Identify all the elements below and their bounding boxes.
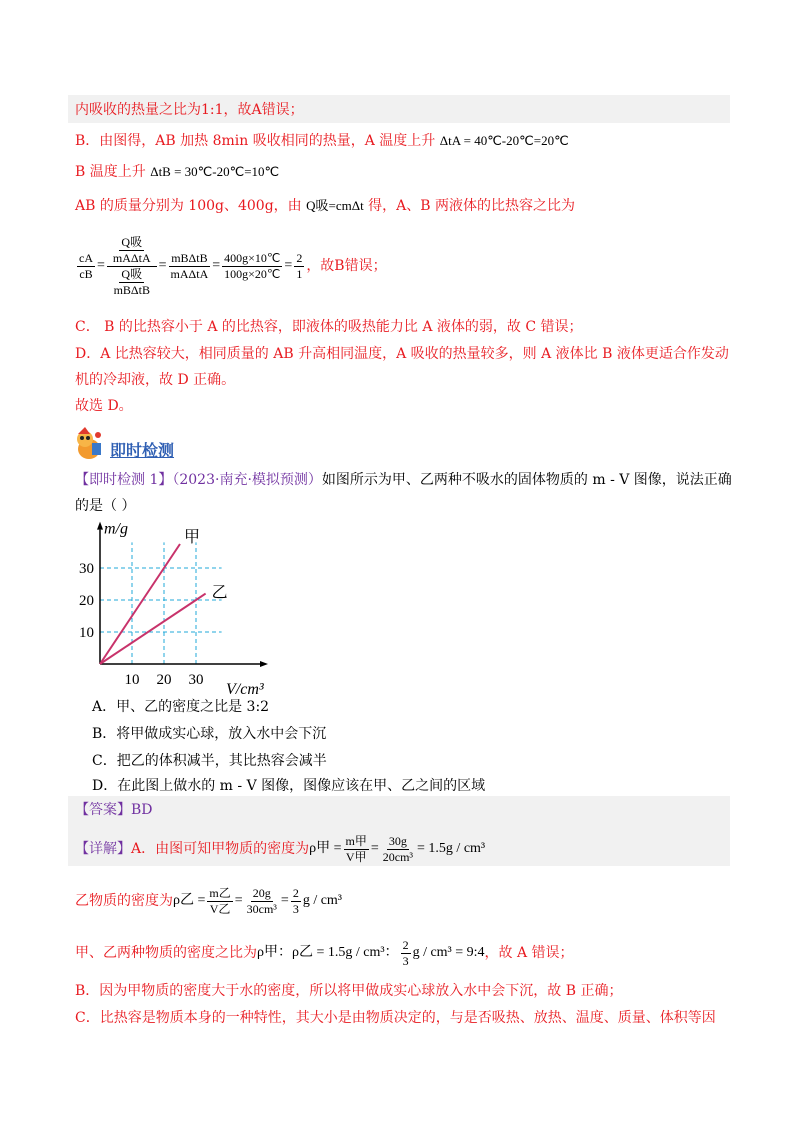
solution-line-2-text: B．由图得，AB 加热 8min 吸收相同的热量，A 温度上升 — [75, 133, 436, 149]
detail-b-text: 乙物质的密度为 — [75, 893, 173, 909]
x-tick-10: 10 — [124, 672, 140, 688]
ratio-tail-expr: g / cm³ = 9:4 — [412, 945, 485, 960]
option-a: A．甲、乙的密度之比是 3:2 — [92, 699, 270, 715]
series-label-0: 甲 — [184, 529, 201, 546]
chart-ticks — [79, 561, 204, 688]
solution-line-2 — [75, 131, 569, 151]
y-tick-30: 30 — [79, 561, 94, 577]
x-axis-arrow — [260, 661, 268, 667]
rho-a-fraction-1: $\frac{\text{m甲}}{\text{V甲}}$ — [345, 833, 367, 864]
question-line-1 — [75, 470, 732, 490]
question-text-1: 如图所示为甲、乙两种不吸水的固体物质的 m - V 图像，说法正确 — [321, 472, 732, 488]
y-axis-arrow — [97, 522, 103, 530]
y-tick-20: 20 — [79, 593, 94, 609]
y-tick-10: 10 — [79, 625, 94, 641]
ratio-tail: ，故B错误； — [306, 258, 387, 274]
rho-b-fraction-3: $\frac{2}{3}$ — [292, 885, 299, 916]
rho-a-fraction-2: $\frac{30g}{\text{20cm³}}$ — [382, 833, 414, 864]
solution-line-d1: D．A 比热容较大，相同质量的 AB 升高相同温度，A 吸收的热量较多，则 A 液体比 B 液体更适合作发动 — [75, 346, 729, 362]
solution-line-3-text: B 温度上升 — [75, 164, 146, 180]
series-line-0 — [100, 544, 180, 664]
mascot-icon — [70, 425, 106, 461]
option-d: D．在此图上做水的 m - V 图像，图像应该在甲、乙之间的区域 — [92, 778, 486, 794]
solution-line-1: 内吸收的热量之比为1:1，故A错误； — [75, 102, 304, 118]
question-line-2: 的是（ ） — [75, 498, 136, 514]
answer-value: BD — [131, 802, 153, 818]
solution-line-4-text-a: AB 的质量分别为 100g、400g，由 — [75, 198, 302, 214]
series-label-1: 乙 — [211, 584, 228, 602]
chart-grid — [100, 542, 222, 664]
detail-line-b: B．因为甲物质的密度大于水的密度，所以将甲做成实心球放入水中会下沉，故 B 正确； — [75, 983, 623, 999]
section-title: 即时检测 — [110, 441, 175, 460]
detail-line-c: C．比热容是物质本身的一种特性，其大小是由物质决定的，与是否吸热、放热、温度、质量、体积等因 — [75, 1010, 716, 1026]
solution-line-4 — [75, 196, 575, 216]
detail-line-a: 【详解】 A．由图可知甲物质的密度为 ρ甲 = $\frac{\text{m甲}}{\text{V甲}}$ = $\frac{30g}{\text{20cm³}}$ = 1.5g / cm³ — [75, 833, 486, 864]
ratio-result-fraction: $\frac{2}{1}$ — [296, 250, 303, 281]
detail-line-b-density: 乙物质的密度为 ρ乙 = $\frac{\text{m乙}}{\text{V乙}}$ = $\frac{20g}{\text{30cm³}}$ = $\frac{2}{3}$ g / cm³ — [75, 885, 343, 916]
ratio-text: 甲、乙两种物质的密度之比为 — [75, 945, 257, 961]
ratio-expr: ρ甲：ρ乙 = 1.5g / cm³： — [257, 945, 399, 960]
section-header — [70, 425, 174, 461]
x-tick-20: 20 — [156, 672, 172, 688]
option-b: B．将甲做成实心球，放入水中会下沉 — [92, 726, 327, 742]
y-axis-label: m/g — [104, 520, 128, 538]
mv-chart — [72, 518, 292, 698]
detail-label: 【详解】 — [75, 841, 131, 857]
question-tag: 【即时检测 1】 — [75, 472, 173, 488]
rho-b-fraction-1: $\frac{\text{m乙}}{\text{V乙}}$ — [209, 885, 231, 916]
answer-line — [75, 800, 153, 820]
rho-a-result: = 1.5g / cm³ — [417, 841, 486, 856]
solution-select: 故选 D。 — [75, 398, 133, 414]
ratio-lhs: $\frac{cA}{cB}$ — [79, 250, 93, 281]
heat-formula: Q吸=cmΔt — [306, 198, 364, 213]
detail-line-ratio — [75, 936, 574, 970]
ratio-tail-text: ，故 A 错误； — [484, 945, 574, 961]
answer-label: 【答案】 — [75, 802, 131, 818]
solution-line-3 — [75, 162, 279, 182]
series-line-1 — [100, 594, 206, 664]
ratio-value-fraction: $\frac{400g\times 10℃}{100g\times 20℃}$ — [224, 250, 281, 281]
delta-tb-expr: ΔtB = 30℃-20℃=10℃ — [150, 164, 280, 179]
solution-line-4-text-b: 得，A、B 两液体的比热容之比为 — [368, 198, 576, 214]
solution-line-d2: 机的冷却液，故 D 正确。 — [75, 372, 236, 388]
rho-b-symbol: ρ乙 = — [173, 893, 206, 908]
rho-b-fraction-2: $\frac{20g}{\text{30cm³}}$ — [246, 885, 277, 916]
ratio-mass-fraction: $\frac{\text{mBΔtB}}{\text{mAΔtA}}$ — [170, 250, 209, 281]
ratio-fraction: $\frac{2}{3}$ — [402, 937, 409, 968]
solution-line-c: C． B 的比热容小于 A 的比热容，即液体的吸热能力比 A 液体的弱，故 C 错误； — [75, 319, 583, 335]
rho-b-unit: g / cm³ — [302, 893, 343, 908]
x-tick-30: 30 — [188, 672, 204, 688]
detail-a-text: A．由图可知甲物质的密度为 — [131, 841, 310, 857]
x-axis-label: V/cm³ — [226, 681, 264, 698]
option-c: C．把乙的体积减半，其比热容会减半 — [92, 753, 327, 769]
question-source: （2023·南充·模拟预测） — [172, 472, 322, 488]
ratio-compound-fraction: $\frac{\frac{\text{Q吸}}{\text{mAΔtA}}}{\frac{\text{Q吸}}{\text{mBΔtB}}}$ — [107, 235, 157, 298]
rho-a-symbol: ρ甲 = — [309, 841, 342, 856]
specific-heat-ratio-formula: $\frac{cA}{cB}$ = $\frac{\frac{\text{Q吸}}{\text{mAΔtA}}}{\frac{\text{Q吸}}{\text{mBΔtB}}}$ = $\frac{\text{mBΔtB}}{\text{mAΔtA}}$ = $\frac{400g\times 10℃}{100g\times 20℃}$ = $\frac{2}{1}$ ，故B错误； — [79, 234, 387, 297]
delta-ta-expr: ΔtA = 40℃-20℃=20℃ — [439, 133, 569, 148]
